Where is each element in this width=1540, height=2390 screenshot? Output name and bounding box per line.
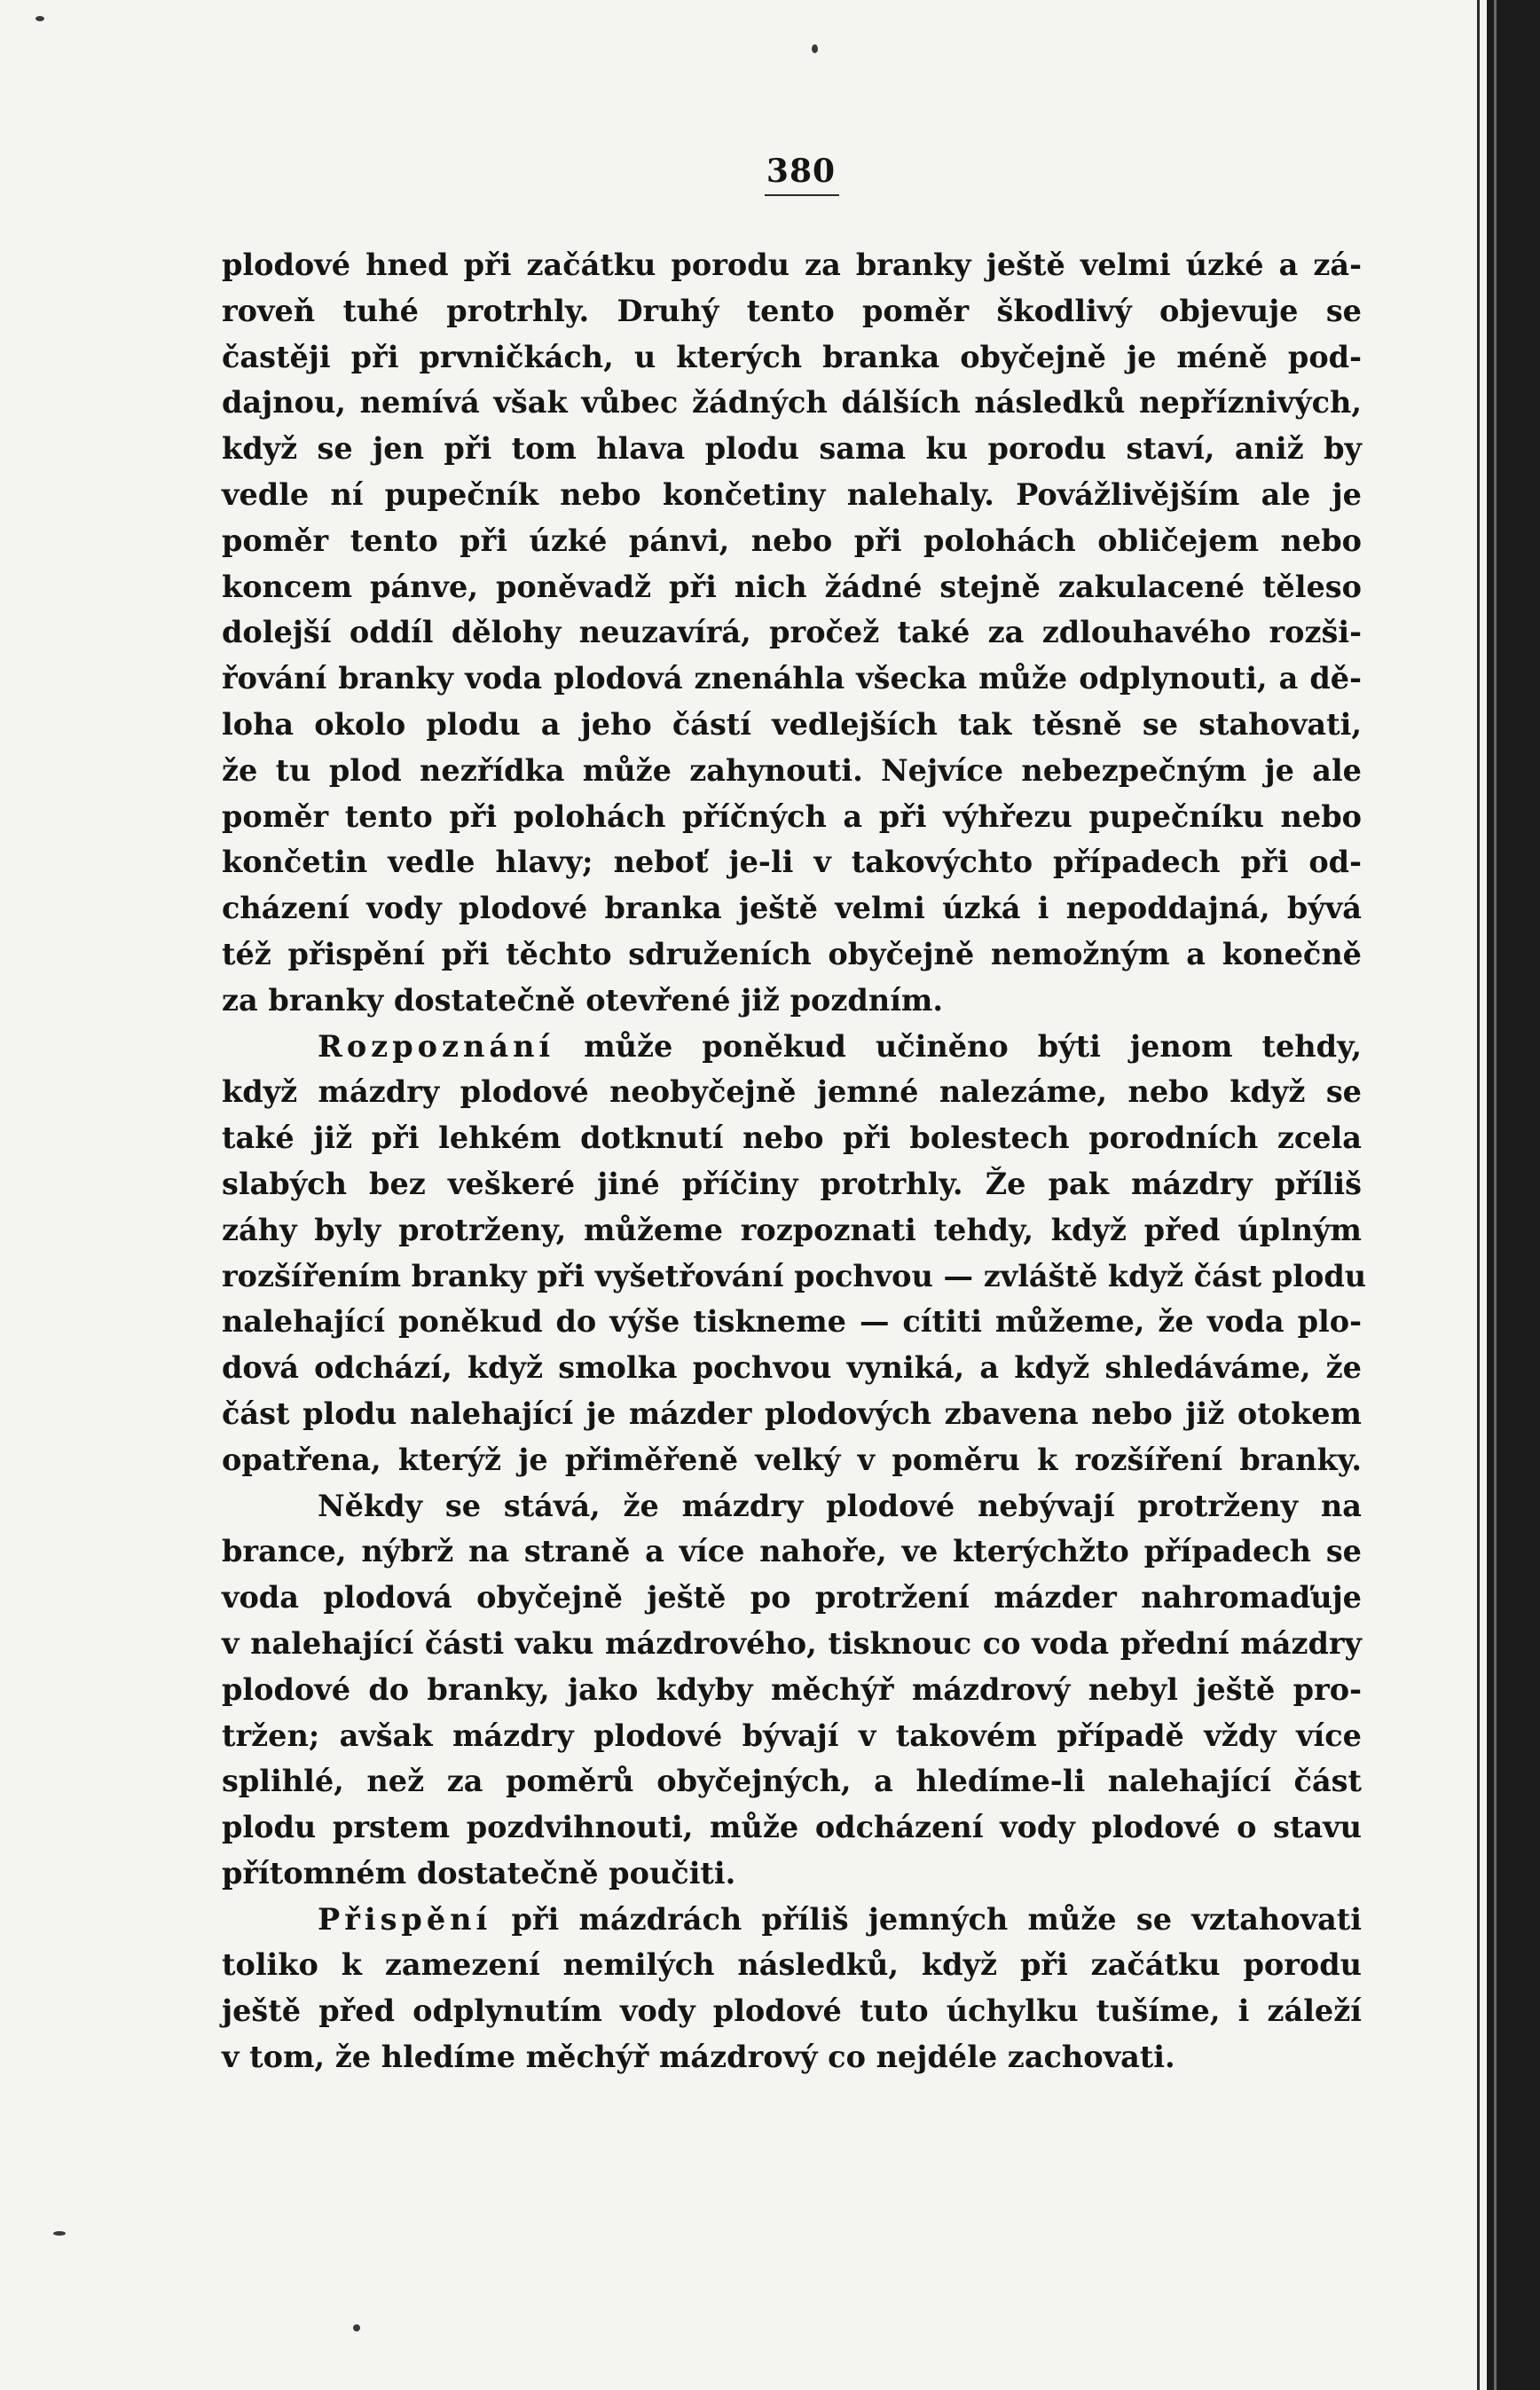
body-text [222, 242, 1367, 2080]
text-line: koncem pánve, poněvadž při nich žádné stejně zakulacené těleso [222, 569, 1362, 604]
text-line: když mázdry plodové neobyčejně jemné nalezáme, nebo když se [222, 1074, 1362, 1110]
text-line: tržen; avšak mázdry plodové bývají v takovém případě vždy více [222, 1718, 1362, 1753]
text-line [222, 1897, 1362, 1943]
text-line: roveň tuhé protrhly. Druhý tento poměr škodlivý objevuje se [222, 293, 1362, 328]
text-line-rest: může poněkud učiněno býti jenom tehdy, [554, 1028, 1362, 1064]
text-line: splihlé, než za poměrů obyčejných, a hledíme-li nalehající část [222, 1764, 1362, 1799]
page-number-underline [765, 194, 839, 196]
text-line: plodové do branky, jako kdyby měchýř mázdrový nebyl ještě pro- [222, 1671, 1362, 1707]
scan-speck [353, 2324, 360, 2331]
text-line: záhy byly protrženy, můžeme rozpoznati tehdy, když před úplným [222, 1212, 1362, 1247]
text-line: též přispění při těchto sdruženích obyčejně nemožným a konečně [222, 936, 1362, 971]
text-line: ještě před odplynutím vody plodové tuto úchylku tušíme, i záleží [222, 1993, 1362, 2029]
text-line: poměr tento při polohách příčných a při výhřezu pupečníku nebo [222, 798, 1362, 834]
text-line: loha okolo plodu a jeho částí vedlejších tak těsně se stahovati, [222, 706, 1362, 742]
text-line: dajnou, nemívá však vůbec žádných dálších následků nepříznivých, [222, 385, 1362, 421]
section-lead-term: Přispění [318, 1901, 492, 1937]
text-line: také již při lehkém dotknutí nebo při bolestech porodních zcela [222, 1120, 1362, 1156]
text-line: část plodu nalehající je mázder plodových zbavena nebo již otokem [222, 1395, 1362, 1431]
text-line: opatřena, kterýž je přiměřeně velký v poměru k rozšíření branky. [222, 1442, 1362, 1477]
text-line: řování branky voda plodová znenáhla všecka může odplynouti, a dě- [222, 661, 1362, 696]
text-line: poměr tento při úzké pánvi, nebo při polohách obličejem nebo [222, 523, 1362, 558]
text-line: přítomném dostatečně poučiti. [222, 1855, 736, 1891]
section-lead-term: Rozpoznání [318, 1028, 555, 1064]
text-line: dová odchází, když smolka pochvou vyniká, a když shledáváme, že [222, 1350, 1362, 1386]
text-line: že tu plod nezřídka může zahynouti. Nejvíce nebezpečným je ale [222, 752, 1362, 788]
text-line: cházení vody plodové branka ještě velmi úzká i nepoddajná, bývá [222, 891, 1362, 926]
text-line: slabých bez veškeré jiné příčiny protrhly. Že pak mázdry příliš [222, 1166, 1362, 1201]
page-number: 380 [766, 153, 837, 190]
text-line: za branky dostatečně otevřené již pozdním. [222, 982, 944, 1018]
text-line: rozšířením branky při vyšetřování pochvou — zvláště když část plodu [222, 1258, 1367, 1293]
text-line: dolejší oddíl dělohy neuzavírá, pročež také za zdlouhavého rozši- [222, 615, 1362, 650]
text-line: nalehající poněkud do výše tiskneme — cítiti můžeme, že voda plo- [222, 1304, 1362, 1340]
scan-fold-line [1477, 0, 1480, 2390]
text-line: v tom, že hledíme měchýř mázdrový co nejdéle zachovati. [222, 2040, 1175, 2075]
text-line: voda plodová obyčejně ještě po protržení mázder nahromaďuje [222, 1580, 1362, 1616]
scan-edge-rule [1494, 0, 1497, 2390]
text-line: vedle ní pupečník nebo končetiny nalehaly. Povážlivějším ale je [222, 476, 1362, 512]
scan-speck [35, 16, 44, 21]
text-line [222, 1024, 1362, 1070]
text-line: končetin vedle hlavy; neboť je-li v takovýchto případech při od- [222, 845, 1362, 880]
text-line: častěji při prvničkách, u kterých branka obyčejně je méně pod- [222, 339, 1362, 374]
text-line-rest: při mázdrách příliš jemných může se vztahovati [491, 1901, 1362, 1937]
scan-speck [812, 44, 818, 53]
text-line: toliko k zamezení nemilých následků, když při začátku porodu [222, 1947, 1362, 1983]
text-line: plodu prstem pozdvihnouti, může odcházení vody plodové o stavu [222, 1810, 1362, 1845]
text-line: plodové hned při začátku porodu za branky ještě velmi úzké a zá- [222, 248, 1362, 282]
text-line: brance, nýbrž na straně a více nahoře, ve kterýchžto případech se [222, 1534, 1362, 1569]
text-line: Někdy se stává, že mázdry plodové nebývají protrženy na [318, 1488, 1362, 1523]
text-line: když se jen při tom hlava plodu sama ku porodu staví, aniž by [222, 431, 1362, 467]
scan-speck [53, 2231, 66, 2236]
scan-edge [1487, 0, 1540, 2390]
text-line: v nalehající části vaku mázdrového, tisknouc co voda přední mázdry [222, 1625, 1362, 1661]
